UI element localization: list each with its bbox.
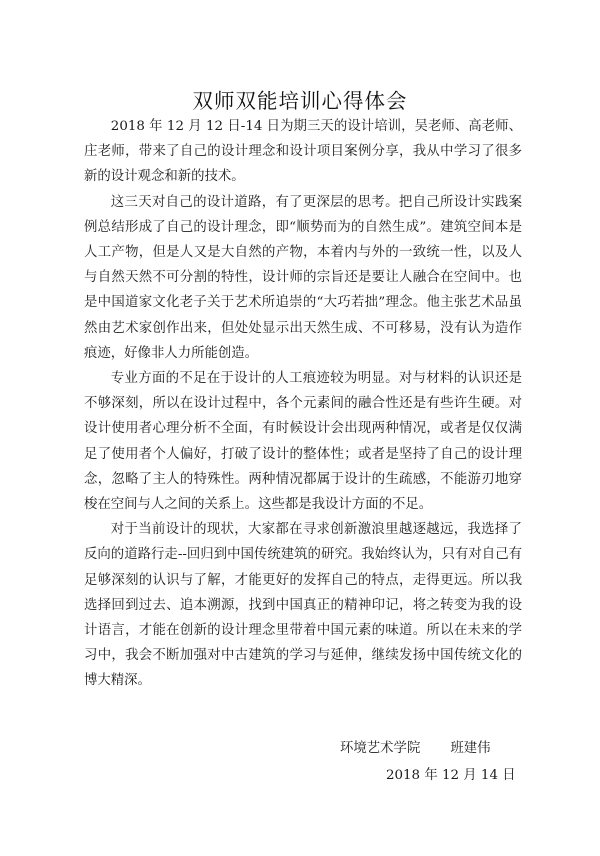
signature-block xyxy=(340,736,540,783)
signature-date: 2018 年 12 月 14 日 xyxy=(386,768,516,783)
signature-organization: 环境艺术学院 xyxy=(340,741,421,756)
paragraph-4: 对于当前设计的现状，大家都在寻求创新激浪里越逐越远，我选择了反向的道路行走--回归到中国传统建筑的研究。我始终认为，只有对自己有足够深刻的认识与了解，才能更好的发挥自己的特点，走得更远。所以我选择回到过去、追本溯源，找到中国真正的精神印记，将之转变为我的设计语言，才能在创新的设计理念里带着中国元素的味道。所以在未来的学习中，我会不断加强对中古建筑的学习与延伸，继续发扬中国传统文化的博大精深。 xyxy=(84,522,522,689)
document-body xyxy=(84,114,522,694)
paragraph-3: 专业方面的不足在于设计的人工痕迹较为明显。对与材料的认识还是不够深刻，所以在设计过程中，各个元素间的融合性还是有些许生硬。对设计使用者心理分析不全面，有时候设计会出现两种情况，或者是仅仅满足了使用者个人偏好，打破了设计的整体性；或者是坚持了自己的设计理念，忽略了主人的特殊性。两种情况都属于设计的生疏感，不能游刃地穿梭在空间与人之间的关系上。这些都是我设计方面的不足。 xyxy=(84,371,522,513)
paragraph-1: 2018 年 12 月 12 日-14 日为期三天的设计培训，吴老师、高老师、庄老师，带来了自己的设计理念和设计项目案例分享，我从中学习了很多新的设计观念和新的技术。 xyxy=(84,119,522,185)
signature-line xyxy=(340,736,540,761)
paragraph-2: 这三天对自己的设计道路，有了更深层的思考。把自己所设计实践案例总结形成了自己的设计理念，即“顺势而为的自然生成”。建筑空间本是人工产物，但是人又是大自然的产物，本着内与外的一致统一性，以及人与自然天然不可分割的特性，设计师的宗旨还是要让人融合在空间中。也是中国道家文化老子关于艺术所追崇的“大巧若拙”理念。他主张艺术品虽然由艺术家创作出来，但处处显示出天然生成、不可移易，没有认为造作痕迹，好像非人力所能创造。 xyxy=(84,194,522,361)
document-title: 双师双能培训心得体会 xyxy=(192,89,408,113)
signature-author: 班建伟 xyxy=(450,741,491,756)
